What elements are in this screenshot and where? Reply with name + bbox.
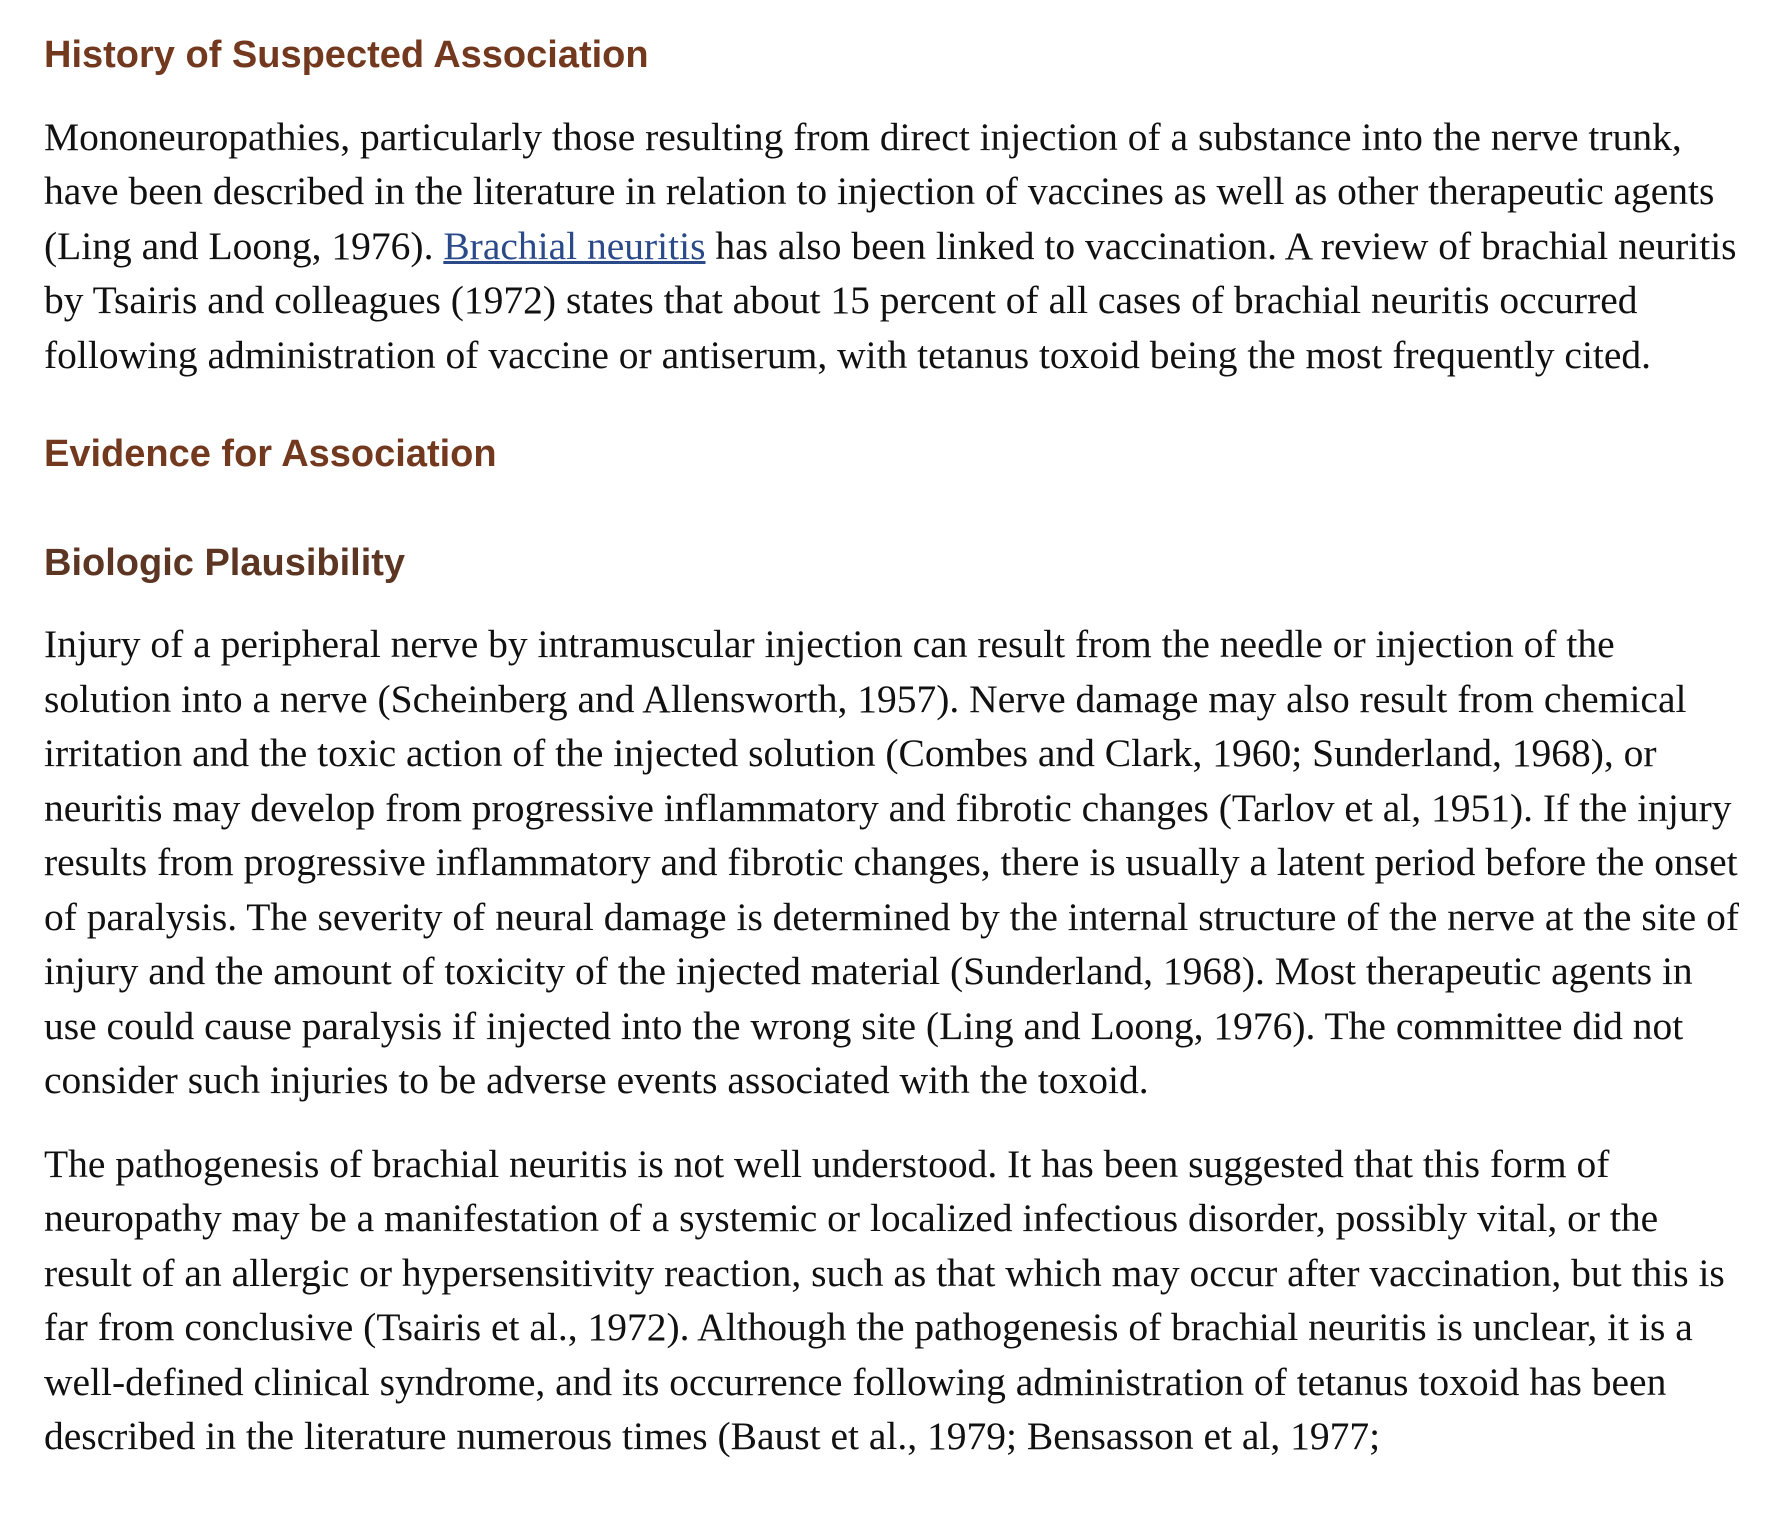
section-heading-biologic-plausibility: Biologic Plausibility bbox=[44, 541, 406, 584]
paragraph-history-text-start: Mononeuropathies, particularly those resulting from direct injection of a substance into the nerve trunk, have been described in the literature in relation to injection of vaccines as well as other therapeutic agents (Ling and Loong, 1976). bbox=[44, 114, 1715, 268]
paragraph-biologic-2: The pathogenesis of brachial neuritis is not well understood. It has been suggested that this form of neuropathy may be a manifestation of a systemic or localized infectious disorder, possibly vital, or the result of an allergic or hypersensitivity reaction, such as that which may occur after vaccination, but this is far from conclusive (Tsairis et al., 1972). Although the pathogenesis of brachial neuritis is unclear, it is a well-defined clinical syndrome, and its occurrence following administration of tetanus toxoid has been described in the literature numerous times (Baust et al., 1979; Bensasson et al, 1977; bbox=[44, 1141, 1725, 1459]
paragraph-biologic-1: Injury of a peripheral nerve by intramuscular injection can result from the needle or injection of the solution into a nerve (Scheinberg and Allensworth, 1957). Nerve damage may also result from chemical irritation and the toxic action of the injected solution (Combes and Clark, 1960; Sunderland, 1968), or neuritis may develop from progressive inflammatory and fibrotic changes (Tarlov et al, 1951). If the injury results from progressive inflammatory and fibrotic changes, there is usually a latent period before the onset of paralysis. The severity of neural damage is determined by the internal structure of the nerve at the site of injury and the amount of toxicity of the injected material (Sunderland, 1968). Most therapeutic agents in use could cause paralysis if injected into the wrong site (Ling and Loong, 1976). The committee did not consider such injuries to be adverse events associated with the toxoid. bbox=[44, 622, 1739, 1103]
bottom-fade-overlay bbox=[0, 1492, 1788, 1532]
brachial-neuritis-link[interactable]: Brachial neuritis bbox=[443, 223, 706, 268]
paragraph-history-text-end: has also been linked to vaccination. A review of brachial neuritis by Tsairis and colleagues (1972) states that about 15 percent of all cases of brachial neuritis occurred following administration of vaccine or antiserum, with tetanus toxoid being the most frequently cited. bbox=[44, 223, 1737, 377]
section-heading-evidence: Evidence for Association bbox=[44, 433, 497, 476]
section-heading-history: History of Suspected Association bbox=[44, 34, 649, 76]
paragraph-history bbox=[44, 110, 1744, 383]
article-content bbox=[44, 0, 1744, 1464]
